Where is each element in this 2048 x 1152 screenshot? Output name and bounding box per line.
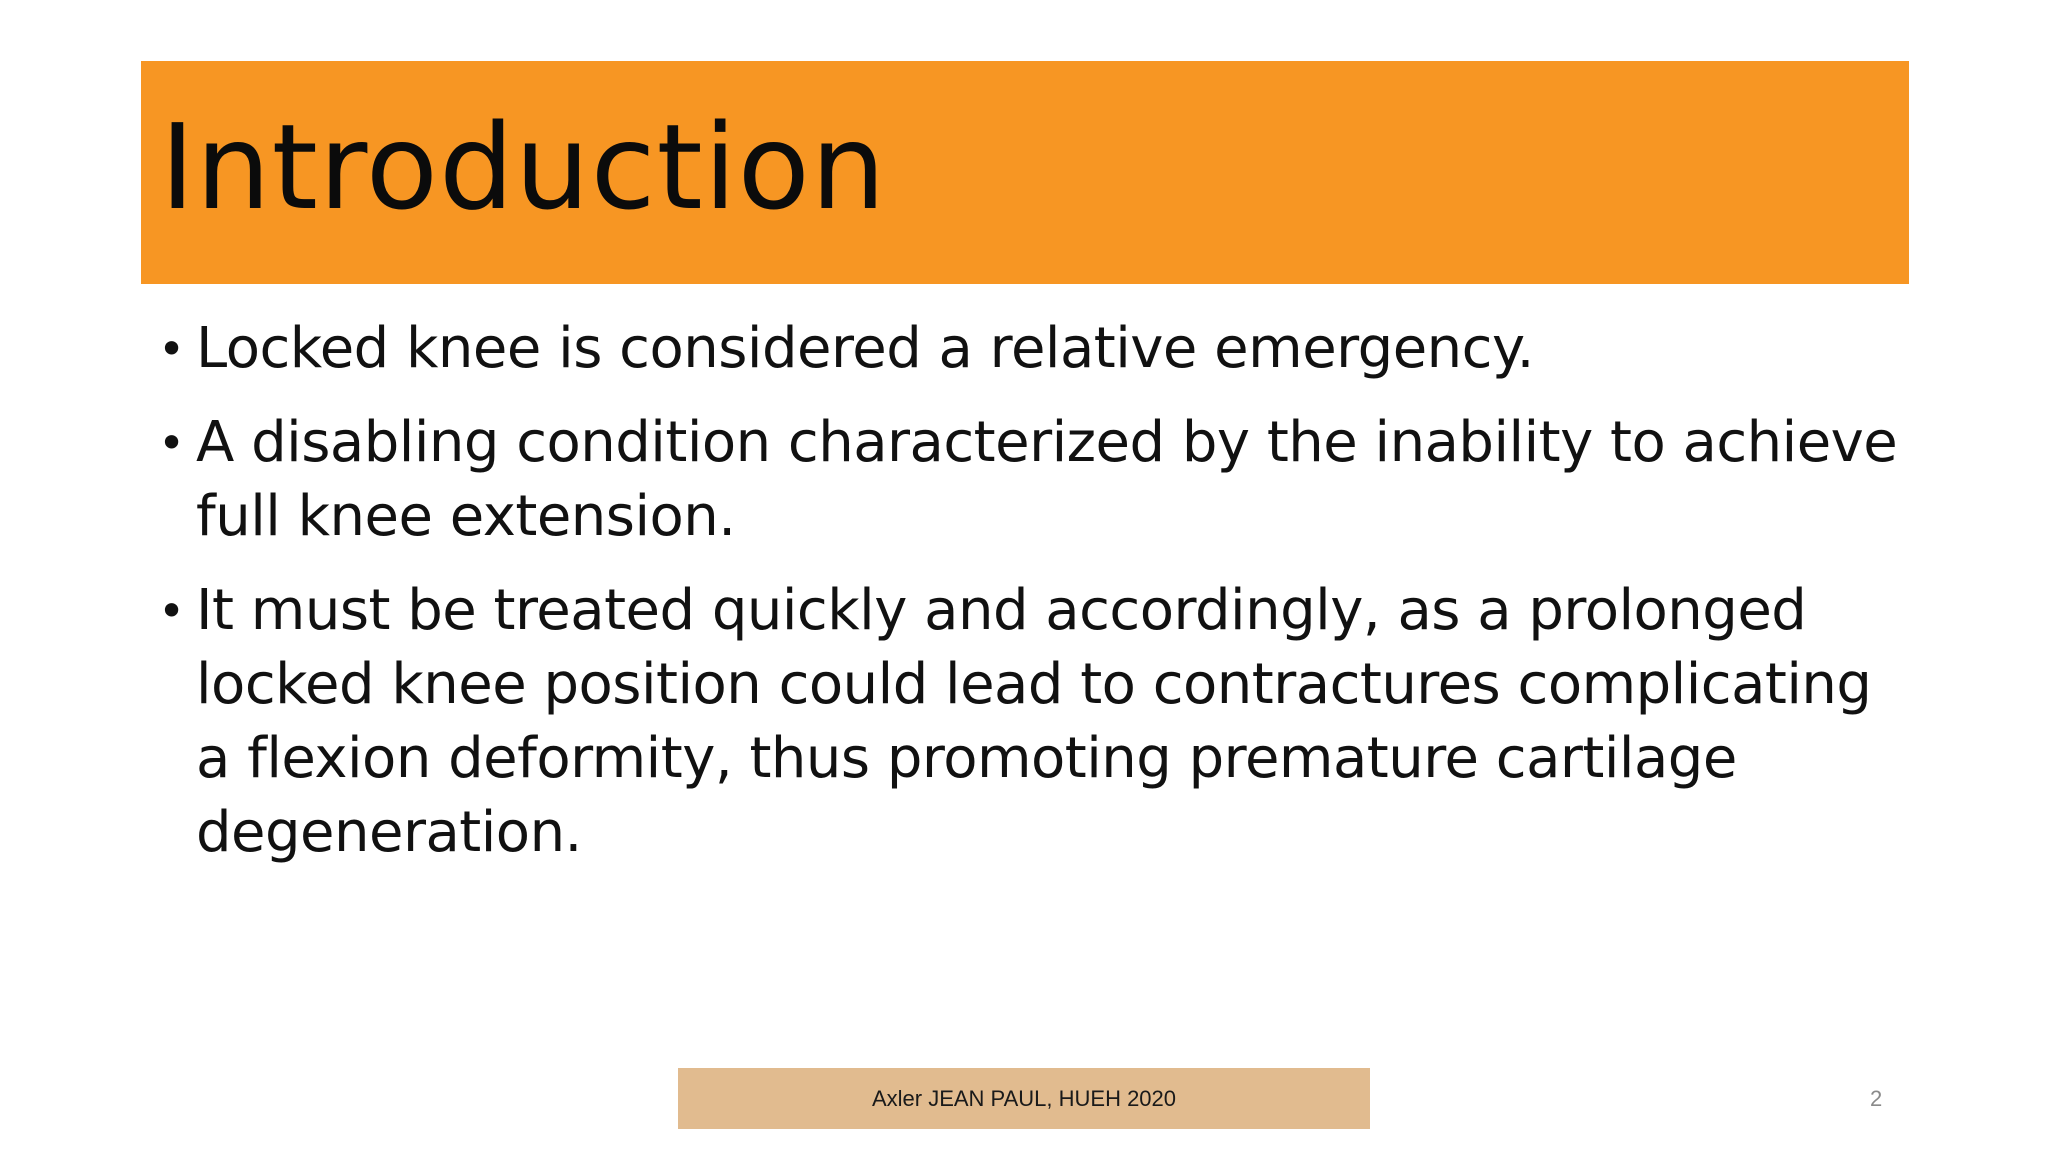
page-number: 2 [1870,1086,1883,1111]
bullet-dot-icon: • [158,584,185,638]
bullet-list [158,312,1898,890]
bullet-dot-icon: • [158,322,185,376]
bullet-dot-icon: • [158,416,185,470]
footer-text: Axler JEAN PAUL, HUEH 2020 [871,1085,1177,1111]
bullet-text: It must be treated quickly and accordingly, as a prolonged locked knee position could lead to contractures complicating a flexion deformity, thus promoting premature cartilage degeneration. [196,578,1872,865]
bullet-item [158,406,1898,554]
bullet-item [158,574,1898,870]
bullet-text: A disabling condition characterized by the inability to achieve full knee extension. [196,410,1898,549]
bullet-text: Locked knee is considered a relative emergency. [196,316,1534,381]
footer-box [678,1068,1370,1129]
bullet-item [158,312,1898,386]
slide-title: Introduction [160,98,887,236]
